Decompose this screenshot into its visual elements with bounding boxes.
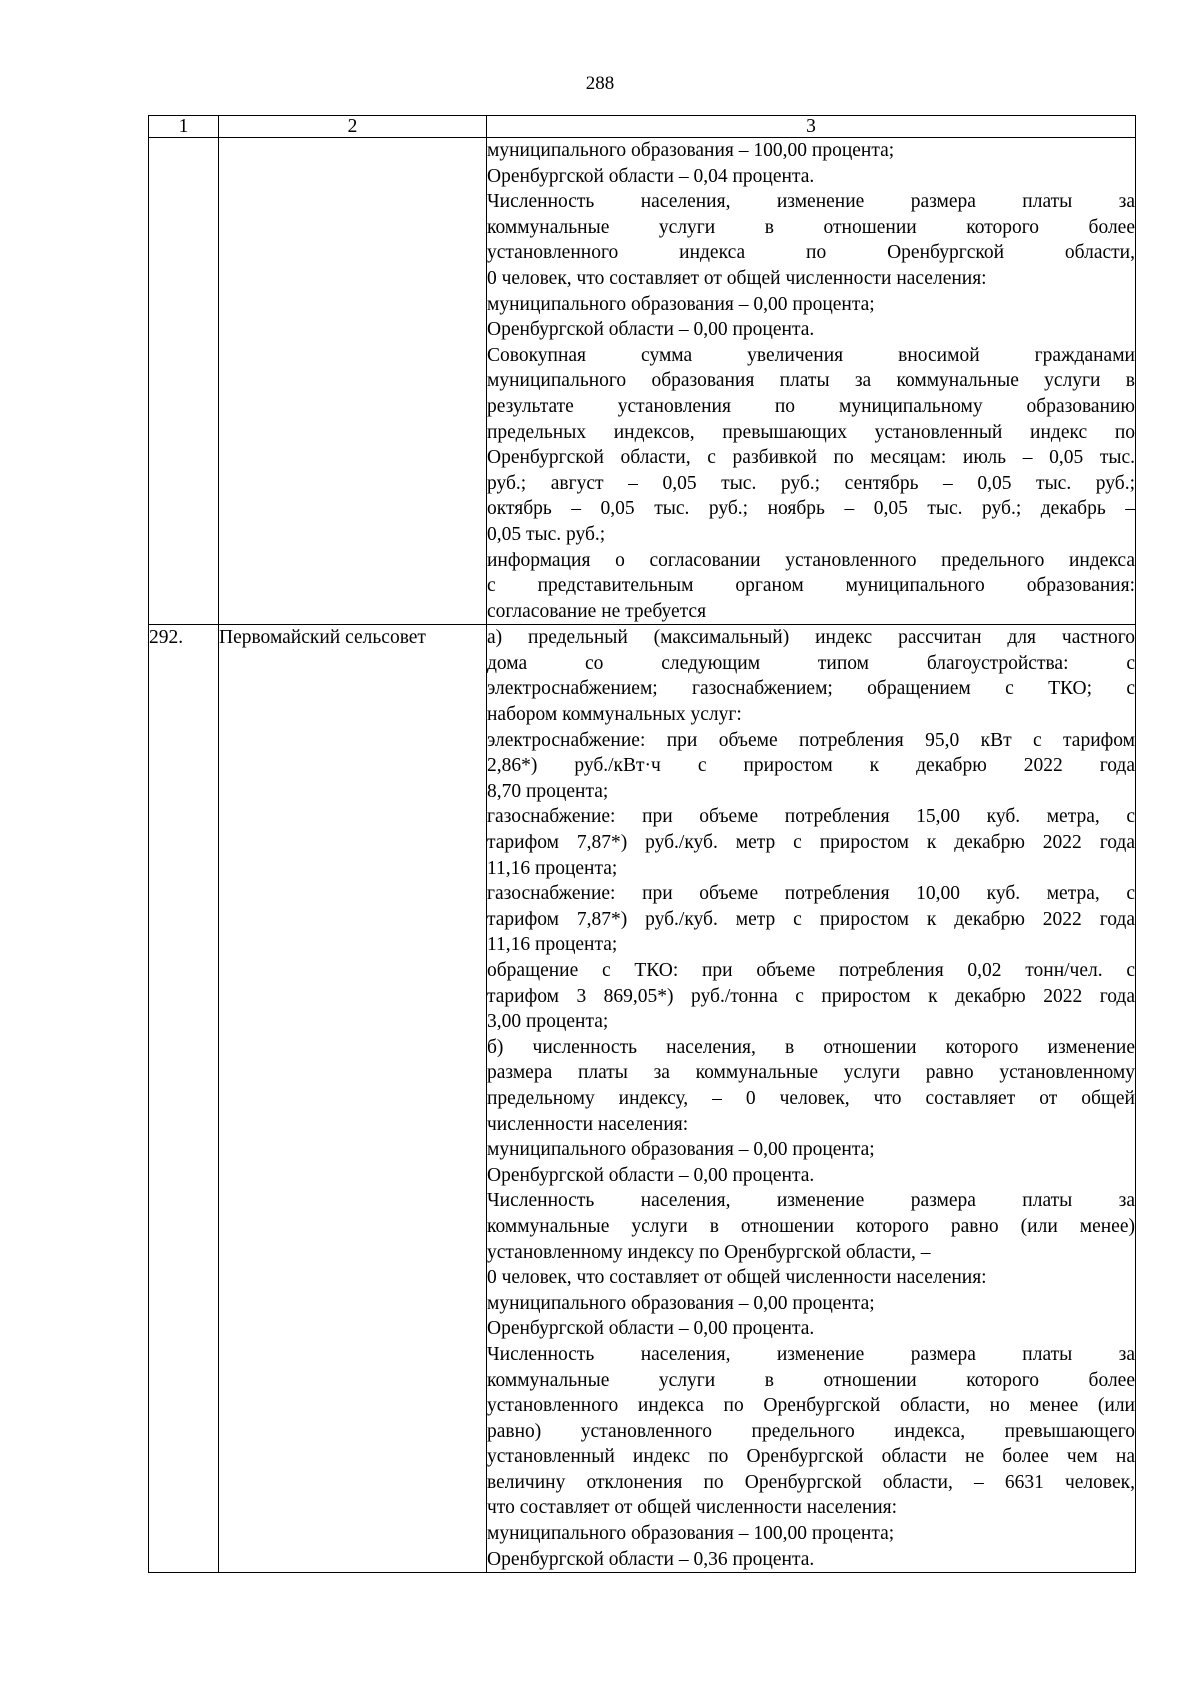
text-line: предельному индексу, – 0 человек, что составляет от общей bbox=[487, 1087, 1135, 1109]
text-line: коммунальные услуги в отношении которого более bbox=[487, 1369, 1135, 1391]
page-number: 288 bbox=[585, 73, 615, 94]
text-line: согласование не требуется bbox=[487, 600, 707, 622]
text-line: октябрь – 0,05 тыс. руб.; ноябрь – 0,05 тыс. руб.; декабрь – bbox=[487, 498, 1135, 520]
description-cell bbox=[487, 138, 1136, 625]
text-line: Оренбургской области – 0,04 процента. bbox=[487, 165, 815, 187]
column-header-1: 1 bbox=[149, 116, 219, 138]
row-number-cell: 292. bbox=[149, 625, 219, 1573]
text-line: 8,70 процента; bbox=[487, 780, 609, 802]
text-line: 11,16 процента; bbox=[487, 934, 618, 956]
text-line: Оренбургской области, с разбивкой по месяцам: июль – 0,05 тыс. bbox=[487, 447, 1135, 469]
text-line: информация о согласовании установленного предельного индекса bbox=[487, 549, 1135, 571]
text-line: обращение с ТКО: при объеме потребления 0,02 тонн/чел. с bbox=[487, 960, 1135, 981]
text-line: Оренбургской области – 0,00 процента. bbox=[487, 1164, 815, 1186]
text-line: муниципального образования – 0,00 процента; bbox=[487, 1292, 875, 1314]
text-line: установленный индекс по Оренбургской области не более чем на bbox=[487, 1446, 1135, 1468]
table-row bbox=[149, 138, 1136, 625]
text-line: коммунальные услуги в отношении которого более bbox=[487, 216, 1135, 238]
text-line: б) численность населения, в отношении которого изменение bbox=[487, 1036, 1135, 1058]
column-header-2: 2 bbox=[219, 116, 487, 138]
text-line: муниципального образования – 0,00 процента; bbox=[487, 1139, 875, 1161]
text-line: 0,05 тыс. руб.; bbox=[487, 523, 606, 545]
text-line: Совокупная сумма увеличения вносимой гражданами bbox=[487, 344, 1135, 366]
text-line: 11,16 процента; bbox=[487, 857, 618, 879]
text-line: Оренбургской области – 0,36 процента. bbox=[487, 1548, 815, 1570]
municipality-name-cell bbox=[219, 138, 487, 625]
row-number-cell bbox=[149, 138, 219, 625]
text-line: 0 человек, что составляет от общей численности населения: bbox=[487, 267, 987, 289]
text-line: величину отклонения по Оренбургской области, – 6631 человек, bbox=[487, 1471, 1135, 1493]
text-line: руб.; август – 0,05 тыс. руб.; сентябрь – 0,05 тыс. руб.; bbox=[487, 472, 1135, 494]
column-header-3: 3 bbox=[487, 116, 1136, 138]
text-line: газоснабжение: при объеме потребления 10,00 куб. метра, с bbox=[487, 883, 1135, 905]
text-line: муниципального образования – 0,00 процента; bbox=[487, 293, 875, 315]
text-line: муниципального образования – 100,00 процента; bbox=[487, 1523, 895, 1545]
table-header-row bbox=[149, 116, 1136, 138]
text-line: тарифом 7,87*) руб./куб. метр с приростом к декабрю 2022 года bbox=[487, 832, 1135, 854]
text-line: размера платы за коммунальные услуги равно установленному bbox=[487, 1062, 1135, 1084]
text-line: газоснабжение: при объеме потребления 15,00 куб. метра, с bbox=[487, 806, 1135, 828]
text-line: равно) установленного предельного индекса, превышающего bbox=[487, 1420, 1135, 1442]
text-line: тарифом 3 869,05*) руб./тонна с приростом к декабрю 2022 года bbox=[487, 985, 1135, 1007]
text-line: установленного индекса по Оренбургской области, но менее (или bbox=[487, 1395, 1135, 1417]
text-line: электроснабжением; газоснабжением; обращением с ТКО; с bbox=[487, 678, 1135, 700]
text-line: с представительным органом муниципального образования: bbox=[487, 575, 1135, 597]
text-line: тарифом 7,87*) руб./куб. метр с приростом к декабрю 2022 года bbox=[487, 908, 1135, 930]
text-line: электроснабжение: при объеме потребления 95,0 кВт с тарифом bbox=[487, 729, 1135, 751]
text-line: дома со следующим типом благоустройства: с bbox=[487, 652, 1135, 674]
text-line: Численность населения, изменение размера платы за bbox=[487, 1343, 1135, 1365]
text-line: 0 человек, что составляет от общей численности населения: bbox=[487, 1267, 987, 1289]
text-line: численности населения: bbox=[487, 1113, 689, 1135]
text-line: Оренбургской области – 0,00 процента. bbox=[487, 1318, 815, 1340]
text-line: Оренбургской области – 0,00 процента. bbox=[487, 319, 815, 341]
description-cell bbox=[487, 625, 1136, 1573]
text-line: а) предельный (максимальный) индекс рассчитан для частного bbox=[487, 627, 1135, 649]
text-line: результате установления по муниципальному образованию bbox=[487, 395, 1135, 417]
text-line: Численность населения, изменение размера платы за bbox=[487, 191, 1135, 213]
text-line: что составляет от общей численности населения: bbox=[487, 1497, 898, 1519]
text-line: муниципального образования – 100,00 процента; bbox=[487, 140, 895, 161]
text-line: 3,00 процента; bbox=[487, 1011, 609, 1033]
text-line: муниципального образования платы за коммунальные услуги в bbox=[487, 370, 1135, 392]
text-line: предельных индексов, превышающих установленный индекс по bbox=[487, 421, 1135, 443]
text-line: Численность населения, изменение размера платы за bbox=[487, 1190, 1135, 1212]
text-line: 2,86*) руб./кВт·ч с приростом к декабрю 2022 года bbox=[487, 755, 1135, 777]
table-row bbox=[149, 625, 1136, 1573]
text-line: установленного индекса по Оренбургской области, bbox=[487, 242, 1135, 264]
municipality-name-cell: Первомайский сельсовет bbox=[219, 625, 487, 1573]
text-line: установленному индексу по Оренбургской области, – bbox=[487, 1241, 931, 1263]
text-line: набором коммунальных услуг: bbox=[487, 704, 742, 726]
document-table bbox=[148, 115, 1136, 1573]
text-line: коммунальные услуги в отношении которого равно (или менее) bbox=[487, 1215, 1135, 1237]
